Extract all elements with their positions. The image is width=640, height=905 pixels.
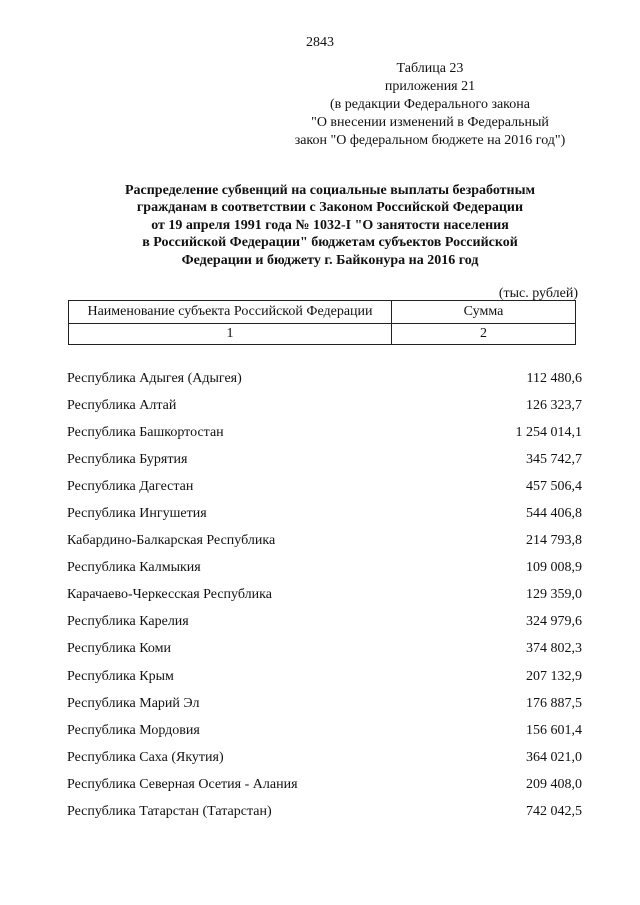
table-body	[64, 369, 584, 829]
subject-name: Республика Башкортостан	[67, 425, 224, 441]
table-row	[64, 775, 584, 802]
table-row	[64, 477, 584, 504]
subject-name: Карачаево-Черкесская Республика	[67, 587, 272, 603]
subject-amount: 126 323,7	[526, 398, 582, 414]
table-row	[64, 748, 584, 775]
column-number-1: 1	[69, 324, 392, 345]
subject-name: Республика Коми	[67, 641, 171, 657]
appendix-header	[270, 60, 590, 150]
subject-name: Республика Татарстан (Татарстан)	[67, 803, 272, 819]
table-row	[64, 721, 584, 748]
subject-amount: 176 887,5	[526, 695, 582, 711]
subject-name: Республика Ингушетия	[67, 506, 207, 522]
table-row	[64, 585, 584, 612]
subject-amount: 544 406,8	[526, 506, 582, 522]
subject-name: Республика Бурятия	[67, 452, 188, 468]
subject-amount: 742 042,5	[526, 803, 582, 819]
title-line: Распределение субвенций на социальные выплаты безработным	[124, 183, 536, 198]
subject-amount: 207 132,9	[526, 668, 582, 684]
title-line: в Российской Федерации" бюджетам субъектов Российской	[142, 235, 518, 251]
column-header-name: Наименование субъекта Российской Федерации	[69, 301, 392, 324]
subject-name: Республика Марий Эл	[67, 695, 200, 711]
document-title	[70, 182, 590, 269]
subject-amount: 214 793,8	[526, 533, 582, 549]
unit-label: (тыс. рублей)	[498, 286, 578, 301]
subject-amount: 457 506,4	[526, 479, 582, 495]
subject-name: Республика Дагестан	[67, 479, 194, 495]
subject-amount: 324 979,6	[526, 614, 582, 630]
table-row	[64, 558, 584, 585]
subject-amount: 364 021,0	[526, 749, 582, 765]
subject-name: Республика Адыгея (Адыгея)	[67, 371, 242, 386]
table-row	[64, 450, 584, 477]
table-row	[64, 423, 584, 450]
table-row	[64, 694, 584, 721]
header-line: Таблица 23	[396, 61, 464, 76]
subject-name: Республика Крым	[67, 668, 174, 684]
subject-amount: 374 802,3	[526, 641, 582, 657]
subject-name: Республика Карелия	[67, 614, 189, 630]
title-line: Федерации и бюджету г. Байконура на 2016 год	[181, 252, 479, 268]
column-header-sum: Сумма	[392, 301, 576, 324]
subject-amount: 1 254 014,1	[515, 425, 582, 441]
table-row	[64, 612, 584, 639]
table-row	[64, 531, 584, 558]
header-line: (в редакции Федерального закона	[330, 97, 530, 112]
table-header	[68, 300, 576, 345]
subject-amount: 112 480,6	[526, 371, 582, 386]
header-line: приложения 21	[384, 79, 476, 94]
table-row	[64, 802, 584, 829]
page-number: 2843	[306, 35, 334, 50]
header-line: "О внесении изменений в Федеральный	[311, 115, 549, 130]
subject-amount: 209 408,0	[526, 776, 582, 792]
subject-name: Республика Саха (Якутия)	[67, 749, 224, 765]
table-row	[64, 396, 584, 423]
subject-amount: 156 601,4	[526, 722, 582, 738]
table-row	[64, 504, 584, 531]
column-number-2: 2	[392, 324, 576, 345]
subject-amount: 345 742,7	[526, 452, 582, 468]
subject-amount: 129 359,0	[526, 587, 582, 603]
subject-amount: 109 008,9	[526, 560, 582, 576]
table-row	[64, 369, 584, 396]
table-row	[64, 667, 584, 694]
table-row	[64, 639, 584, 666]
subject-name: Республика Калмыкия	[67, 560, 201, 576]
header-line: закон "О федеральном бюджете на 2016 год")	[294, 133, 566, 148]
title-line: гражданам в соответствии с Законом Российской Федерации	[136, 200, 524, 216]
title-line: от 19 апреля 1991 года № 1032-I "О занятости населения	[151, 217, 509, 233]
subject-name: Кабардино-Балкарская Республика	[67, 533, 276, 549]
subject-name: Республика Северная Осетия - Алания	[67, 776, 298, 792]
subject-name: Республика Мордовия	[67, 722, 200, 738]
subject-name: Республика Алтай	[67, 398, 177, 414]
